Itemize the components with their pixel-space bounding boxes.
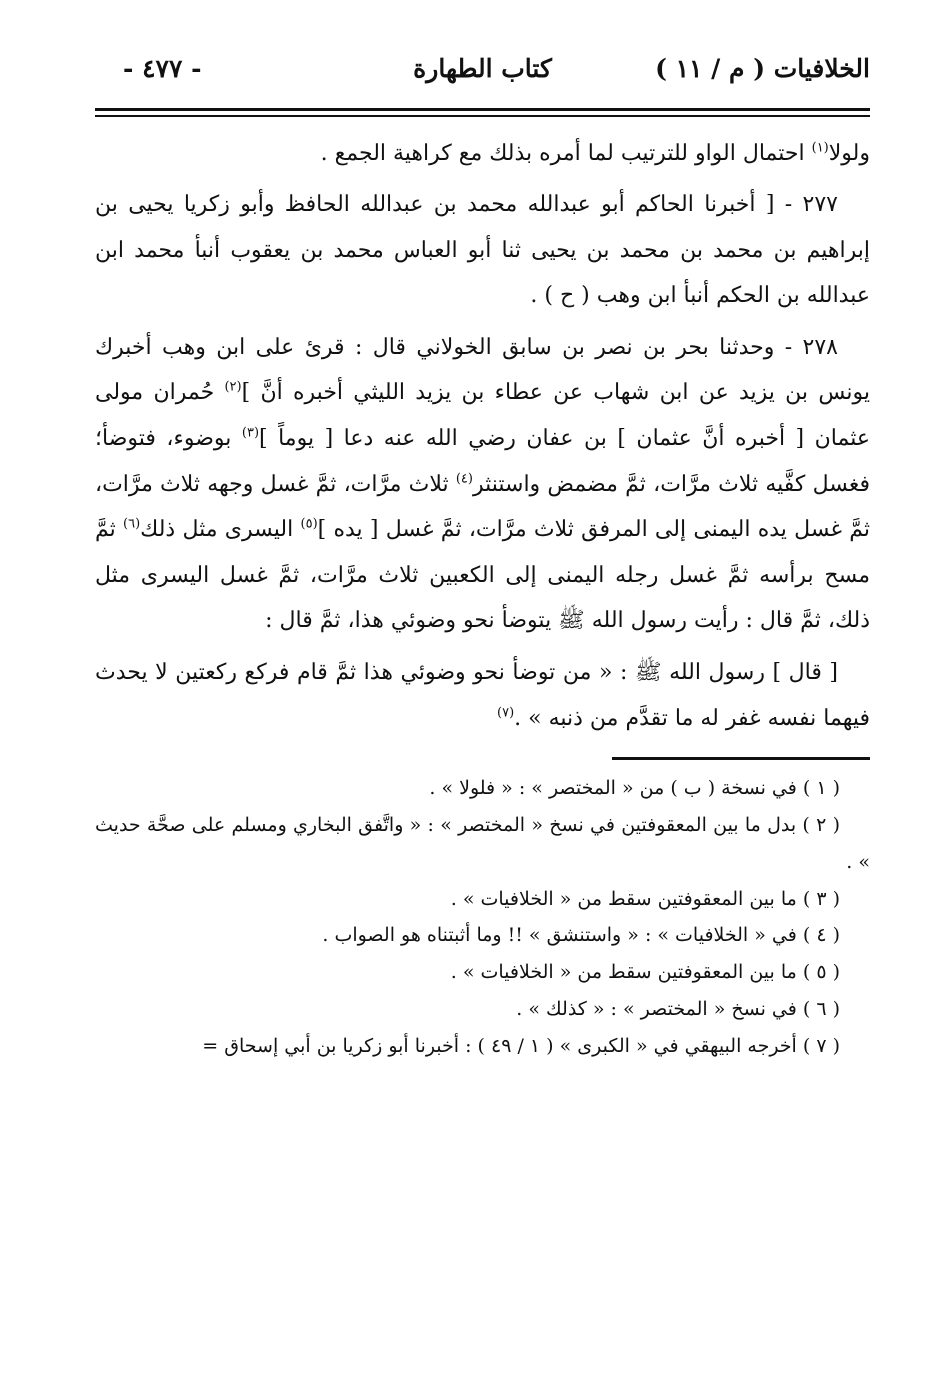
hadith-278: ٢٧٨ - وحدثنا بحر بن نصر بن سابق الخولاني قال : قرئ على ابن وهب أخبرك يونس بن يزيد عن ابن شهاب عن عطاء بن يزيد الليثي أخبره أنَّ ]$^{(٢)}$ حُمران مولى عثمان [ أخبره أنَّ عثمان ] بن عفان رضي الله عنه دعا [ يوماً ]$^{(٣)}$ بوضوء، فتوضأ؛ فغسل كفَّيه ثلاث مرَّات، ثمَّ مضمض واستنثر$^{(٤)}$ ثلاث مرَّات، ثمَّ غسل وجهه ثلاث مرَّات، ثمَّ غسل يده اليمنى إلى المرفق ثلاث مرَّات، ثمَّ غسل [ يده ]$^{(٥)}$ اليسرى مثل ذلك$^{(٦)}$ ثمَّ مسح برأسه ثمَّ غسل رجله اليمنى إلى الكعبين ثلاث مرَّات، ثمَّ غسل اليسرى مثل ذلك، ثمَّ قال : رأيت رسول الله ﷺ يتوضأ نحو وضوئي هذا، ثمَّ قال : [95, 334, 870, 634]
footnote-ref: (٥) [300, 516, 318, 532]
header-rule-thick [95, 108, 870, 111]
footnote-7: ( ٧ ) أخرجه البيهقي في « الكبرى » ( ١ / ٤٩ ) : أخبرنا أبو زكريا بن أبي إسحاق = [202, 1034, 840, 1057]
hadith-277: ٢٧٧ - [ أخبرنا الحاكم أبو عبدالله محمد بن عبدالله الحافظ وأبو زكريا يحيى بن إبراهيم بن محمد بن محمد بن يحيى ثنا أبو العباس محمد بن يعقوب أنبأ محمد ابن عبدالله بن الحكم أنبأ ابن وهب ( ح ) . [95, 192, 870, 309]
footnote-ref: (٦) [123, 516, 141, 532]
footnote-3: ( ٣ ) ما بين المعقوفتين سقط من « الخلافيات » . [450, 887, 840, 910]
header-rule-thin [95, 115, 870, 117]
footnote-ref: (٣) [241, 425, 260, 441]
footnote-ref: (٤) [455, 471, 473, 487]
book-page [95, 40, 870, 1065]
footnote-6: ( ٦ ) في نسخ « المختصر » : « كذلك » . [516, 998, 840, 1020]
footnote-ref: (٧) [497, 705, 515, 721]
main-text [95, 131, 870, 742]
footnote-separator [612, 757, 870, 760]
running-title: الخلافيات ( م / ١١ ) [655, 54, 870, 83]
footnote-ref: (١) [811, 140, 829, 156]
footnote-5: ( ٥ ) ما بين المعقوفتين سقط من « الخلافيات » . [450, 961, 840, 984]
footnote-4: ( ٤ ) في « الخلافيات » : « واستنشق » !! وما أثبتناه هو الصواب . [322, 924, 840, 947]
hadith-278-text: [ قال ] رسول الله ﷺ : « من توضأ نحو وضوئي هذا ثمَّ قام فركع ركعتين لا يحدث فيهما نفسه غفر له ما تقدَّم من ذنبه » .$^{(٧)}$ [95, 660, 870, 731]
footnote-1: ( ١ ) في نسخة ( ب ) من « المختصر » : « فلولا » . [429, 777, 840, 800]
page-header [95, 40, 870, 102]
paragraph-intro: ولولا$^{(١)}$ احتمال الواو للترتيب لما أمره بذلك مع كراهية الجمع . [320, 140, 870, 166]
footnote-2: ( ٢ ) بدل ما بين المعقوفتين في نسخ « المختصر » : « واتَّفق البخاري ومسلم على صحَّة حديث » . [95, 814, 870, 873]
page-number: - ٤٧٧ - [123, 54, 202, 83]
footnotes [95, 770, 870, 1064]
footnote-ref: (٢) [224, 380, 242, 396]
chapter-title: كتاب الطهارة [413, 54, 552, 83]
